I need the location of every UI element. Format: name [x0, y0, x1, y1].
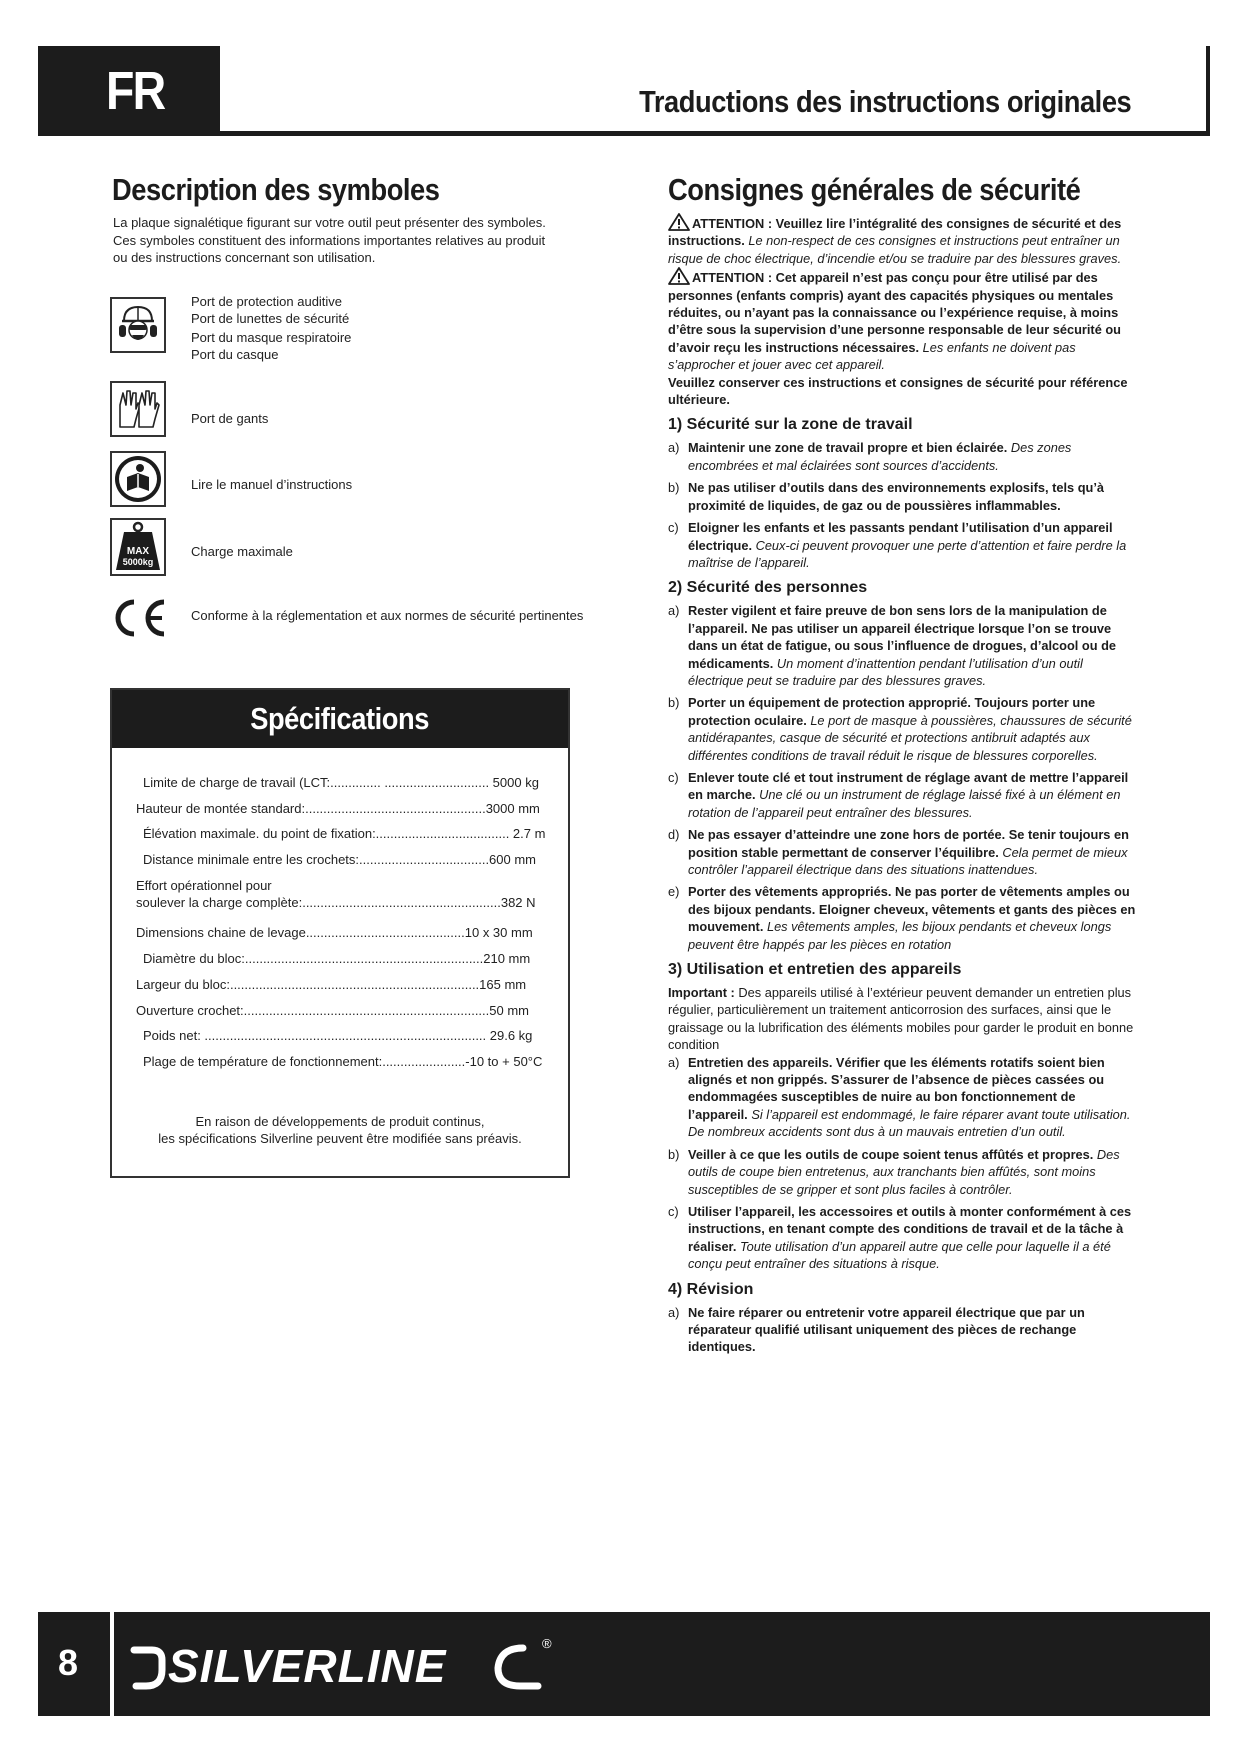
- symbol-ce-text: Conforme à la réglementation et aux normes de sécurité pertinentes: [191, 608, 584, 623]
- warning-2: ATTENTION : Cet appareil n’est pas conçu pour être utilisé par des personnes (enfants compris) ayant des capacités physiques ou mentales réduites, ou n’ayant pas la connaissance ou l’expérience requise, à moins d’être sous la supervision d’une personne responsable de leur sécurité ou d’avoir reçu les instructions nécessaires. Les enfants ne doivent pas s’approcher et jouer avec cet appareil.: [668, 267, 1136, 373]
- warning-1: ATTENTION : Veuillez lire l’intégralité des consignes de sécurité et des instructions. Le non-respect de ces consignes et instructions peut entraîner un risque de choc électrique, d’incendie et/ou se traduire par des blessures graves.: [668, 213, 1136, 267]
- spec-row-max-elevation: Élévation maximale. du point de fixation:..................................... 2.7 m: [143, 826, 546, 841]
- s3-important: Important : Des appareils utilisé à l’extérieur peuvent demander un entretien plus régulier, particulièrement un traitement anticorrosion des surfaces, ainsi que le graissage ou la lubrification des éléments mobiles pour garder le produit en bonne condition: [668, 985, 1134, 1053]
- symbol-max-load-text: Charge maximale: [191, 544, 293, 559]
- spec-row-wll: Limite de charge de travail (LCT:.............. ............................. 5000 kg: [143, 775, 539, 790]
- s1-item-c: c) Eloigner les enfants et les passants pendant l’utilisation d’un appareil électrique. Ceux-ci peuvent provoquer une perte d’attention et faire perdre la maîtrise de l’appareil.: [668, 520, 1127, 570]
- warning-triangle-icon: [668, 267, 690, 285]
- s3-item-a: a) Entretien des appareils. Vérifier que les éléments rotatifs soient bien alignés et non grippés. S’assurer de l’absence de pièces cassées ou endommagées susceptibles de nuire au bon fonctionnement de l’appareil. Si l’appareil est endommagé, le faire réparer avant toute utilisation. De nombreux accidents sont dus à un mauvais entretien d’un outil.: [668, 1054, 1131, 1140]
- spec-row-min-distance: Distance minimale entre les crochets:....................................600 mm: [143, 852, 537, 867]
- silverline-logo: [128, 1628, 568, 1703]
- spec-note-line2: les spécifications Silverline peuvent être modifiée sans préavis.: [158, 1131, 522, 1146]
- safety-content: [668, 213, 1136, 1361]
- spec-note-line1: En raison de développements de produit continus,: [195, 1114, 485, 1129]
- s1-item-b: b) Ne pas utiliser d’outils dans des environnements explosifs, tels qu’à proximité de liquides, de gaz ou de poussières inflammables.: [668, 480, 1105, 513]
- ce-mark-icon: [108, 596, 170, 640]
- svg-text:SILVERLINE: SILVERLINE: [168, 1640, 447, 1692]
- manual-icon: [110, 451, 166, 507]
- page-number: 8: [58, 1642, 79, 1683]
- gloves-icon: [110, 381, 166, 437]
- header-rule: [38, 131, 1210, 136]
- section-3-title: 3) Utilisation et entretien des appareils: [668, 961, 962, 979]
- spec-row-hook-opening: Ouverture crochet:....................................................................50 mm: [136, 1003, 529, 1018]
- s4-item-a: a) Ne faire réparer ou entretenir votre appareil électrique que par un réparateur qualifié utilisant uniquement des pièces de rechange identiques.: [668, 1304, 1085, 1355]
- s2-item-b: b) Porter un équipement de protection approprié. Toujours porter une protection oculaire. Le port de masque à poussières, chaussures de sécurité antidérapantes, casque de sécurité et protections antibruit adaptés aux différentes conditions de travail réduit le risque de blessures corporelles.: [668, 695, 1132, 763]
- spec-row-block-diameter: Diamètre du bloc:..................................................................210 mm: [143, 951, 531, 966]
- symbol-ppe-text: Port de protection auditive Port de lunettes de sécurité Port du masque respiratoire Port du casque: [191, 294, 352, 362]
- section-4-title: 4) Révision: [668, 1280, 754, 1298]
- spec-row-temperature: Plage de température de fonctionnement:.......................-10 to + 50°C: [143, 1054, 543, 1069]
- spec-row-chain: Dimensions chaine de levage............................................10 x 30 mm: [136, 925, 533, 940]
- header-right-rule: [1206, 46, 1210, 136]
- symbols-title: Description des symboles: [112, 172, 440, 207]
- footer-divider: [110, 1612, 114, 1716]
- spec-row-effort-label: Effort opérationnel pour: [136, 878, 272, 893]
- svg-text:®: ®: [542, 1636, 552, 1651]
- max-load-icon: [110, 518, 166, 576]
- s1-item-a: a) Maintenir une zone de travail propre et bien éclairée. Des zones encombrées et mal éclairées sont sources d’accidents.: [668, 440, 1072, 473]
- s3-item-b: b) Veiller à ce que les outils de coupe soient tenus affûtés et propres. Des outils de coupe bien entretenus, aux tranchants bien affûtés, sont moins susceptibles de se gripper et sont plus faciles à contrôler.: [668, 1146, 1120, 1197]
- s2-item-a: a) Rester vigilent et faire preuve de bon sens lors de la manipulation de l’appareil. Ne pas utiliser un appareil électrique lorsque l’on se trouve dans un état de fatigue, ou sous l’influence de drogues, d’alcool ou de médicaments. Un moment d’inattention pendant l’utilisation d’un outil électrique peut se traduire par des blessures graves.: [668, 603, 1117, 688]
- symbols-intro: La plaque signalétique figurant sur votre outil peut présenter des symboles. Ces symboles constituent des informations importantes relatives au produit ou des instructions concernant son utilisation.: [113, 215, 546, 265]
- language-code: FR: [106, 61, 165, 121]
- spec-row-weight: Poids net: .............................................................................. 29.6 kg: [143, 1028, 533, 1043]
- section-1-title: 1) Sécurité sur la zone de travail: [668, 416, 913, 434]
- s2-item-d: d) Ne pas essayer d’atteindre une zone hors de portée. Se tenir toujours en position stable permettant de conserver l’équilibre. Cela permet de mieux contrôler l’appareil électrique dans des situations inattendues.: [668, 827, 1129, 877]
- spec-row-block-width: Largeur du bloc:.....................................................................165 mm: [136, 977, 527, 992]
- svg-text:5000kg: 5000kg: [122, 557, 154, 567]
- symbol-gloves-text: Port de gants: [191, 411, 269, 426]
- s2-item-c: c) Enlever toute clé et tout instrument de réglage avant de mettre l’appareil en marche. Une clé ou un instrument de réglage laissé fixé à un élément en rotation de l’appareil peut entraîner des blessures.: [668, 769, 1129, 820]
- ppe-icon: [110, 297, 166, 353]
- spec-row-effort: soulever la charge complète:.......................................................382 N: [136, 895, 536, 910]
- s2-item-e: e) Porter des vêtements appropriés. Ne pas porter de vêtements amples ou des bijoux pendants. Eloigner cheveux, vêtements et gants des pièces en mouvement. Les vêtements amples, les bijoux pendants et cheveux longs peuvent être happés par les pièces en rotation: [668, 884, 1136, 952]
- specifications-box: [110, 688, 570, 1178]
- spec-row-lift-height: Hauteur de montée standard:..................................................3000 mm: [136, 801, 540, 816]
- specifications-header: [112, 690, 568, 748]
- s3-item-c: c) Utiliser l’appareil, les accessoires et outils à monter conformément à ces instructions, en tenant compte des conditions de travail et de la tâche à réaliser. Toute utilisation d’un appareil autre que celle pour laquelle il a été conçu peut entraîner des situations à risque.: [668, 1203, 1132, 1272]
- symbol-manual-text: Lire le manuel d’instructions: [191, 477, 353, 492]
- section-2-title: 2) Sécurité des personnes: [668, 579, 868, 597]
- warning-triangle-icon: [668, 213, 690, 231]
- header-title: Traductions des instructions originales: [638, 84, 1131, 119]
- specifications-title: Spécifications: [250, 701, 430, 736]
- safety-title: Consignes générales de sécurité: [668, 172, 1081, 207]
- svg-text:MAX: MAX: [126, 546, 150, 557]
- keep-instructions: Veuillez conserver ces instructions et consignes de sécurité pour référence ultérieure.: [668, 374, 1128, 408]
